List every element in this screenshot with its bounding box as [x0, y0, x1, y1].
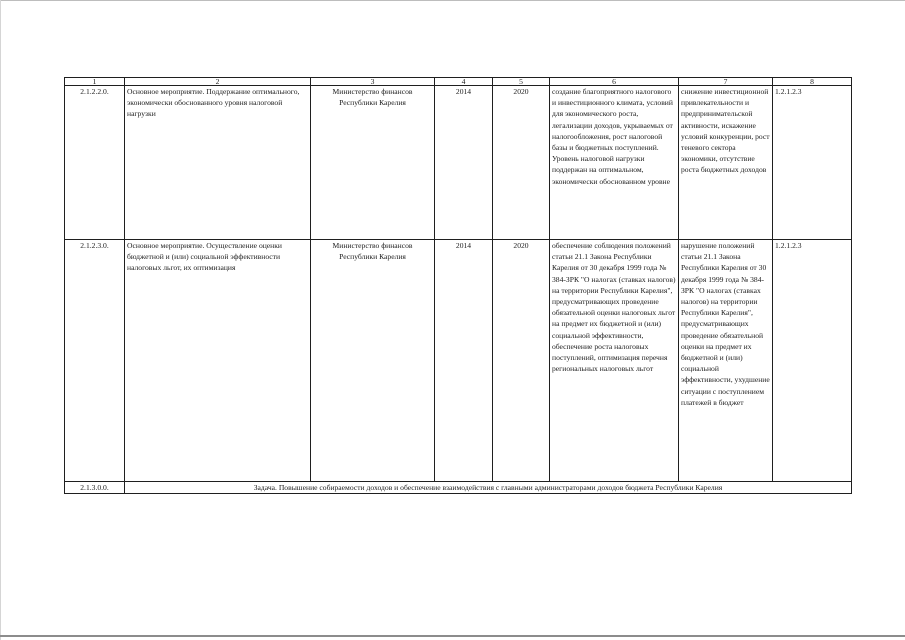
col-header-5: 5 — [493, 78, 550, 86]
col-header-2: 2 — [125, 78, 311, 86]
task-row — [65, 482, 852, 494]
row-executor: Министерство финансов Республики Карелия — [311, 86, 435, 240]
row-start-year: 2014 — [435, 240, 493, 482]
page-edge-top — [0, 0, 905, 1]
row-code: 2.1.2.3.0. — [65, 240, 125, 482]
row-code: 2.1.2.2.0. — [65, 86, 125, 240]
col-header-6: 6 — [550, 78, 679, 86]
row-consequences: снижение инвестиционной привлекательности и предпринимательской активности, искажение условий конкуренции, рост теневого сектора экономики, отсутствие роста бюджетных доходов — [679, 86, 773, 240]
row-executor: Министерство финансов Республики Карелия — [311, 240, 435, 482]
col-header-3: 3 — [311, 78, 435, 86]
row-indicator-link: 1.2.1.2.3 — [773, 240, 852, 482]
table-row — [65, 240, 852, 482]
col-header-4: 4 — [435, 78, 493, 86]
row-measure: Основное мероприятие. Осуществление оценки бюджетной и (или) социальной эффективности налоговых льгот, их оптимизация — [125, 240, 311, 482]
task-code: 2.1.3.0.0. — [65, 482, 125, 494]
header-row — [65, 78, 852, 86]
row-start-year: 2014 — [435, 86, 493, 240]
row-indicator-link: 1.2.1.2.3 — [773, 86, 852, 240]
table-row — [65, 86, 852, 240]
row-expected-result: обеспечение соблюдения положений статьи 21.1 Закона Республики Карелия от 30 декабря 1999 года № 384-ЗРК "О налогах (ставках налогов) на территории Республики Карелия", предусматривающих проведение обязательной оценки налоговых льгот на предмет их бюджетной и (или) социальной эффективности, обеспечение роста налоговых поступлений, оптимизация перечня региональных налоговых льгот — [550, 240, 679, 482]
row-end-year: 2020 — [493, 86, 550, 240]
row-end-year: 2020 — [493, 240, 550, 482]
row-measure: Основное мероприятие. Поддержание оптимального, экономически обоснованного уровня налоговой нагрузки — [125, 86, 311, 240]
page-edge-left — [0, 0, 1, 640]
program-table — [64, 77, 852, 494]
row-expected-result: создание благоприятного налогового и инвестиционного климата, условий для экономического роста, легализации доходов, укрываемых от налогообложения, рост налоговой базы и бюджетных поступлений. Уровень налоговой нагрузки поддержан на оптимальном, экономически обоснованном уровне — [550, 86, 679, 240]
task-text: Задача. Повышение собираемости доходов и обеспечение взаимодействия с главными администраторами доходов бюджета Республики Карелия — [125, 482, 852, 494]
col-header-8: 8 — [773, 78, 852, 86]
col-header-1: 1 — [65, 78, 125, 86]
page-edge-bottom — [0, 635, 905, 637]
row-consequences: нарушение положений статьи 21.1 Закона Республики Карелия от 30 декабря 1999 года № 384-ЗРК "О налогах (ставках налогов) на территории Республики Карелия", предусматривающих проведение обязательной оценки на предмет их бюджетной и (или) социальной эффективности, ухудшение ситуации с поступлением платежей в бюджет — [679, 240, 773, 482]
col-header-7: 7 — [679, 78, 773, 86]
